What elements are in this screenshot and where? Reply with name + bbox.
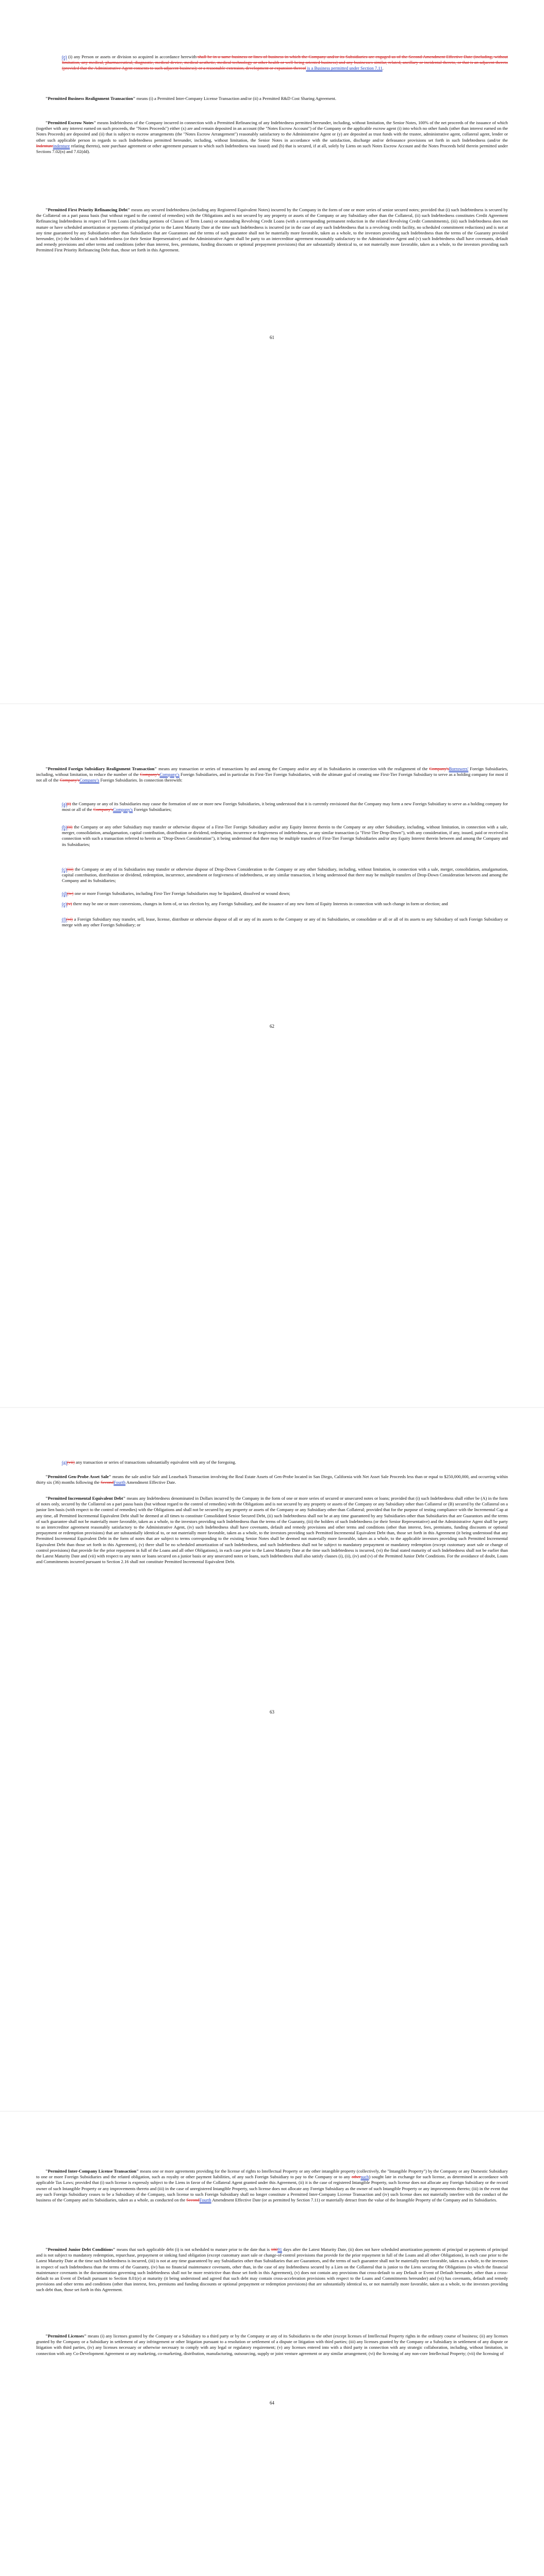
list-item [62,867,508,884]
item-num: (a) [62,801,67,806]
page-number: 62 [270,1024,274,1029]
definition-text: Amendment Effective Date (or as permitted by Section 7.11) or materially detract from the value of the Intangible Property of the Company and its Subsidiaries. [211,2197,498,2203]
item-text: any transaction or series of transactions substantially equivalent with any of the foregoing. [74,1460,236,1465]
item-num: (f) [62,917,67,922]
defined-term: "Permitted Foreign Subsidiary Realignment Transaction" [45,766,157,771]
defined-term: "Permitted Inter-Company License Transaction" [45,2168,139,2174]
deleted-num: (i) [67,801,71,806]
defined-term: "Permitted Incremental Equivalent Debt" [45,1496,126,1501]
inserted-text: Company's [79,777,100,783]
defined-term: "Permitted Escrow Notes" [45,120,96,125]
defined-term: "Permitted First Priority Refinancing Debt" [45,207,130,212]
page-62 [0,704,544,1408]
definition-text: means Indebtedness of the Company incurred in connection with a Permitted Refinancing of any Indebtedness permitted hereunder, including, without limitation, the Senior Notes, 100% of the net proceeds of the issuance of which (together with any interest earned on such proceeds, the "Notes Proceeds") either (x) are and remain deposited in an account (the "Notes Escrow Account") of the Company or the applicable escrow agent (i) into which no other funds (other than interest earned on the Notes Proceeds) are deposited and (ii) that is subject to escrow arrangements (the "Notes Escrow Arrangement") reasonably satisfactory to the Administrative Agent or (y) are deposited as trust funds with the trustee, administrative agent, collateral agent, lender or other such applicable person in regards to such Indebtedness permitted hereunder, including, without limitation, the Senior Notes in accordance with the satisfaction, discharge and/or defeasance provisions set forth in such Indebtedness (and/or the [36,120,508,143]
item-text: the Company or any of its Subsidiaries may transfer or otherwise dispose of Drop-Down Consideration to the Company or any other Subsidiary, including, without limitation, in connection with a sale, merger, consolidation, amalgamation, capital contribution, distribution or dividend, redemption, incurrence, amendment or forgiveness of indebtedness, or any similar transaction, it being understood that there may be multiple transfers of Drop-Down Consideration between and among the Company and its Subsidiaries; [62,867,508,884]
inserted-text: Fourth [199,2197,211,2203]
deleted-num: (iv) [67,891,74,896]
definition-permitted-licenses [36,2333,508,2357]
deleted-num: (vi) [66,917,73,922]
deleted-num: (ii) [67,824,73,829]
deleted-num: (vii) [67,1460,75,1465]
definition-text: relating thereto), note purchase agreement or other agreement pursuant to which such Indebtedness was issued) and (b) that is secured, if at all, solely by Liens on such Notes Escrow Account and the Notes Proceeds held therein permitted under Sections 7.02(n) and 7.02(dd). [36,143,508,155]
deleted-text: other [351,2174,361,2180]
definition-text: ) sought late in exchange for such license, as determined in accordance with applicable Tax Laws; provided that (i) such license is expressly subject to the Liens in favor of the Collateral Agent granted under this Agreement, (ii) it is the case of registered Intangible Property, such license does not allocate any Foreign Subsidiary or the record owner of such Intangible Property or any improvements thereto and (iii) in the case of unregistered Intangible Property, such license does not allocate any Foreign Subsidiary as the owner of such Intangible Property or any improvements thereto; (iii) in the event that any such Foreign Subsidiary ceases to be a Subsidiary of the Company, such license to such Foreign Subsidiary shall no longer constitute a Permitted Inter-Company License Transaction and (iv) such license does not materially interfere with the conduct of the business of the Company and its Subsidiaries, taken as a whole, as conducted on the [36,2174,508,2203]
definition-text: means (i) a Permitted Inter-Company License Transaction and/or (ii) a Permitted R&D Cost Sharing Agreement. [135,96,336,101]
deleted-num: (iii) [67,867,74,872]
clause-num: (e) [62,54,67,59]
deleted-num: (v) [67,901,72,906]
inserted-text: Borrowers' [449,766,469,771]
defined-term: "Permitted Junior Debt Conditions" [45,2247,116,2252]
list-item [62,901,508,907]
item-text: Foreign Subsidiaries; [133,807,172,812]
clause-text: (i) any Person or assets or division so acquired in accordance herewith [67,54,196,59]
clause-e [62,54,508,72]
item-text: there may be one or more conversions, changes in form of, or tax election by, any Foreign Subsidiary, and the issuance of any new form of Equity Interests in connection with such change in form or election; and [72,901,448,906]
page-63 [0,1408,544,2111]
deleted-text: Company's [59,777,80,783]
list-item [62,891,508,896]
definition-first-priority [36,207,508,253]
item-num: (g) [62,1460,68,1465]
item-num: (d) [62,891,68,896]
inserted-text: Fourth [113,1480,126,1485]
definition-text: means (i) any licenses granted by the Company or a Subsidiary to a third party or by the Company or any of its Subsidiaries to the other (except licenses of Intellectual Property rights in the ordinary course of business; (ii) any licenses granted by the Company or a Subsidiary in settlement of any infringement or other litigation pursuant to a resolution or settlement of a dispute or litigation with third parties; (iii) any licenses granted by the Company or a Subsidiary in settlement of any dispute or litigation with third parties, (iv) any licenses necessary or otherwise necessary to comply with any legal or regulatory requirement; (v) any licenses entered into with a third party in connection with any strategic collaboration, including, without limitation, in connection with any Co-Development Agreement or any marketing, co-marketing, distribution, manufacturing, outsourcing, supply or joint venture agreement or any similar arrangement; (vi) the licensing of any non-core Intellectual Property; (vii) the licensing of [36,2333,508,2356]
defined-term: "Permitted Gen-Probe Asset Sale" [45,1474,111,1479]
defined-term: "Permitted Licenses" [45,2333,87,2338]
deleted-text: Company's [140,772,160,777]
inserted-text: is a Business permitted under Section 7.11 [306,65,383,71]
list-item [62,917,508,928]
definition-text: Foreign Subsidiaries, including, without limitation, to reduce the number of the [36,766,508,777]
page-number: 61 [270,335,274,340]
definition-text: means the sale and/or Sale and Leaseback Transaction involving the Real Estate Assets of Gen-Probe located in San Diego, California with Net Asset Sale Proceeds less than or equal to $250,000,000, and occurring within thirty six (36) months following the [36,1474,508,1485]
inserted-text: Company's [159,772,179,777]
inserted-text: 91 [277,2247,282,2252]
definition-incremental-debt [36,1496,508,1565]
defined-term: "Permitted Business Realignment Transaction" [45,96,136,101]
definition-text: Amendment Effective Date. [125,1480,176,1485]
list-item [62,1460,508,1465]
definition-text: means any transaction or series of transactions by and among the Company and/or any of its Subsidiaries in connection with the realignment of the [157,766,430,771]
definition-text: means any secured Indebtedness (including any Registered Equivalent Notes) incurred by the Company in the form of one or more series of senior secured notes; provided that (i) such Indebtedness is secured by the Collateral on a pari passu basis (but without regard to the control of remedies) with the Obligations and is not secured by any property or assets of the Company or any Subsidiary other than the Collateral, (ii) such Indebtedness constitutes Credit Agreement Refinancing Indebtedness in respect of Term Loans (including portions of Classes of Term Loans) or outstanding Revolving Credit Loans (with a corresponding permanent reduction in the related Revolving Credit Commitments), (iii) such Indebtedness does not mature or have scheduled amortization or payments of principal prior to the Latest Maturity Date at the time such Indebtedness is incurred (or in the case of any such Indebtedness that is a revolving credit facility, no scheduled commitment reductions) and is not at any time guaranteed by any Subsidiaries other than Subsidiaries that are Guarantors and the terms of such guarantee shall not be materially more favorable, taken as a whole, to the investors providing such Indebtedness than the terms of the Guaranty provided hereunder, (iv) the holders of such Indebtedness (or their Senior Representative) and the Administrative Agent shall be party to an intercreditor agreement reasonably satisfactory to the Administrative Agent and (v) such Indebtedness shall have covenants, default and remedy provisions and other terms and conditions (other than interest, fees, premiums, funding discounts or optional prepayment provisions) that are substantially identical to, or not materially more favorable, taken as a whole, to the investors providing such Permitted First Priority Refinancing Debt than, those set forth in this Agreement. [36,207,508,253]
deleted-text: 180 [271,2247,278,2252]
item-text: the Company or any of its Subsidiaries may cause the formation of one or more new Foreign Subsidiaries, it being understood that it is currently envisioned that the Company may form a new Foreign Subsidiary to serve as a holding company for most or all of the [62,801,508,812]
definition-text: Foreign Subsidiaries. In connection therewith: [99,777,183,783]
deleted-text: shall be in a same business or lines of business in which the Company and/or its Subsidiaries are engaged as of the Second Amendment Effective Date (including, without limitation, any medical, pharmaceutical, diagnostic, medical device, medical aesthetic, medical technology or other health or well-being oriented business) and any businesses similar, related, ancillary or incidental thereto, or that is an adjacent thereto (provided that the Administrative Agent consents to such adjacent business); or a reasonable extension, development or expansion thereof [62,54,508,71]
item-num: (c) [62,867,67,872]
definition-text: means one or more agreements providing for the license of rights to Intellectual Property or any other intangible property (collectively, the "Intangible Property") by the Company or any Domestic Subsidiary to one or more Foreign Subsidiaries and the related obligation, such as royalty or other payment liabilities, of any such Foreign Subsidiary to pay to the Company or to any [36,2168,508,2180]
list-item [62,801,508,812]
page-number: 63 [270,1709,274,1715]
definition-escrow-notes [36,120,508,155]
page-number: 64 [270,2400,274,2405]
definition-text: Foreign Subsidiaries, and in particular its First-Tier Foreign Subsidiaries, with the ultimate goal of creating one First-Tier Foreign Subsidiary to serve as a holding company for most if not all of the [36,772,508,783]
inserted-text: Company's [113,807,133,812]
definition-business-realignment [36,96,508,101]
item-num: (b) [62,824,68,829]
definition-text: means that such applicable debt (i) is not scheduled to mature prior to the date that is [115,2247,271,2252]
deleted-text: Company's [429,766,449,771]
item-text: the Company or any other Subsidiary may transfer or otherwise dispose of a First-Tier Foreign Subsidiary and/or any Equity Interest therein to the Company or any other Subsidiary, including, without limitation, in connection with a sale, merger, consolidation, amalgamation, capital contribution, distribution or dividend, redemption, incurrence or forgiveness of indebtedness, or any similar transaction (a "First-Tier Drop-Down"), with any consideration, if any, issued, paid or received in connection with such a transaction referred to herein as "Drop-Down Consideration"), it being understood that there may be multiple transfers of First-Tier Foreign Subsidiaries and/or any Equity Interest therein between and among the Company and its Subsidiaries; [62,824,508,847]
inserted-text: such [360,2174,369,2180]
deleted-text: Second [101,1480,114,1485]
item-text: one or more Foreign Subsidiaries, including First-Tier Foreign Subsidiaries may be liquidated, dissolved or wound down; [73,891,290,896]
list-item [62,824,508,848]
item-num: (e) [62,901,67,906]
definition-text: days after the Latest Maturity Date, (ii) does not have scheduled amortization payments of principal or payments of principal and is not subject to mandatory redemption, repurchase, prepayment or sinking fund obligation (except customary asset sale or change-of-control provisions that provide for the prior repayment in full of the Loans and all other Obligations), in each case prior to the Latest Maturity Date at the time such Indebtedness is incurred, (iii) is not at any time guaranteed by any Subsidiaries other than Subsidiaries that are Guarantors, and the terms of such guarantee shall not be materially more favorable, taken as a whole, to the investors in respect of such Indebtedness than the terms of the Guaranty, (iv) has no financial maintenance covenants, other than, in the case of any Indebtedness secured by a Lien on the Collateral that is junior to the Liens securing the Obligations (to which the financial maintenance covenants in the documentation governing such Indebtedness shall not be more restrictive than those set forth in this Agreement), (v) does not contain any provisions that cross-default to any Default or Event of Default hereunder, other than a cross-default to an Event of Default pursuant to Section 8.01(e) at maturity (it being understood and agreed that such debt may contain cross-acceleration provisions with respect to the Loans and Commitments hereunder) and (vi) has covenants, default and remedy provisions and other terms and conditions (other than interest, fees, premiums and funding discounts or optional prepayment or redemption provisions) that are substantially identical to, or not materially more favorable, taken as a whole, to the investors providing such debt than, those set forth in this Agreement. [36,2247,508,2293]
definition-inter-company-license [36,2168,508,2203]
page-64 [0,2112,544,2576]
deleted-text: Second [186,2197,200,2203]
definition-text: means any Indebtedness denominated in Dollars incurred by the Company in the form of one or more series of secured or unsecured notes or loans; provided that (i) such Indebtedness shall either be (A) in the form of notes only, secured by the Collateral on a pari passu basis (but without regard to the control of remedies) with the Obligations and is not secured by any property or assets of the Company or any Subsidiary other than Collateral or (B) secured by the Collateral on a junior lien basis (with respect to the control of remedies) with the Obligations and shall not be secured by any property or assets of the Company or any Subsidiary other than Collateral; provided that for the purpose of testing compliance with the Incremental Cap at any time, all Permitted Incremental Equivalent Debt shall be deemed at all times to constitute Consolidated Senior Secured Debt, (ii) such Indebtedness shall not be at any time guaranteed by any Subsidiaries other than Subsidiaries that are Guarantors and the terms of such guarantee shall not be materially more favorable, taken as a whole, to the investors providing such Indebtedness than the terms of the Guaranty, (iii) the holders of such Indebtedness (or their Senior Representative) and the Administrative Agent shall be party to an intercreditor agreement reasonably satisfactory to the Administrative Agent, (iv) such Indebtedness shall have covenants, default and remedy provisions and other terms and conditions (other than interest, fees, premiums, funding discounts or optional prepayment or redemption provisions) that are substantially identical to, or not materially more favorable, taken as a whole, to the investors providing such Permitted Incremental Equivalent Debt than, those set forth in this Agreement (it being understood that any Permitted Incremental Equivalent Debt in the form of notes that are subject to terms corresponding to the existing Senior Notes shall be deemed not materially more favorable, taken as a whole, to the applicable investors providing such Permitted Incremental Equivalent Debt than those set forth in this Agreement), (v) there shall be no scheduled amortization of such Indebtedness, and such Indebtedness shall not be subject to mandatory prepayment or mandatory redemption (except customary asset sale or change of control provisions) that provide for the prior repayment in full of the Loans and all other Obligations), in each case prior to the Latest Maturity Date at the time such Indebtedness is incurred, (vi) the final stated maturity of such Indebtedness shall not be earlier than the Latest Maturity Date and (vii) with respect to any notes or loans secured on a junior basis or any unsecured notes or loans, such Indebtedness shall also satisfy clauses (i), (ii), (iv) and (v) of the Permitted Junior Debt Conditions. For the avoidance of doubt, Loans and Commitments incurred pursuant to Section 2.16 shall not constitute Permitted Incremental Equivalent Debt. [36,1496,508,1565]
clause-text: . [382,65,384,71]
definition-foreign-subsidiary [36,766,508,784]
deleted-text: Indenture [36,143,53,148]
definition-gen-probe [36,1474,508,1485]
deleted-text: Company's [93,807,113,812]
definition-junior-debt-conditions [36,2247,508,2293]
item-text: a Foreign Subsidiary may transfer, sell, lease, license, distribute or otherwise dispose of all or any of its assets to the Company or any of its Subsidiaries, or consolidate or all or all of its assets to any Subsidiary of such Foreign Subsidiary or merge with any other Foreign Subsidiary; or [62,917,508,928]
page-61 [0,0,544,703]
inserted-text: indenture [53,143,70,148]
